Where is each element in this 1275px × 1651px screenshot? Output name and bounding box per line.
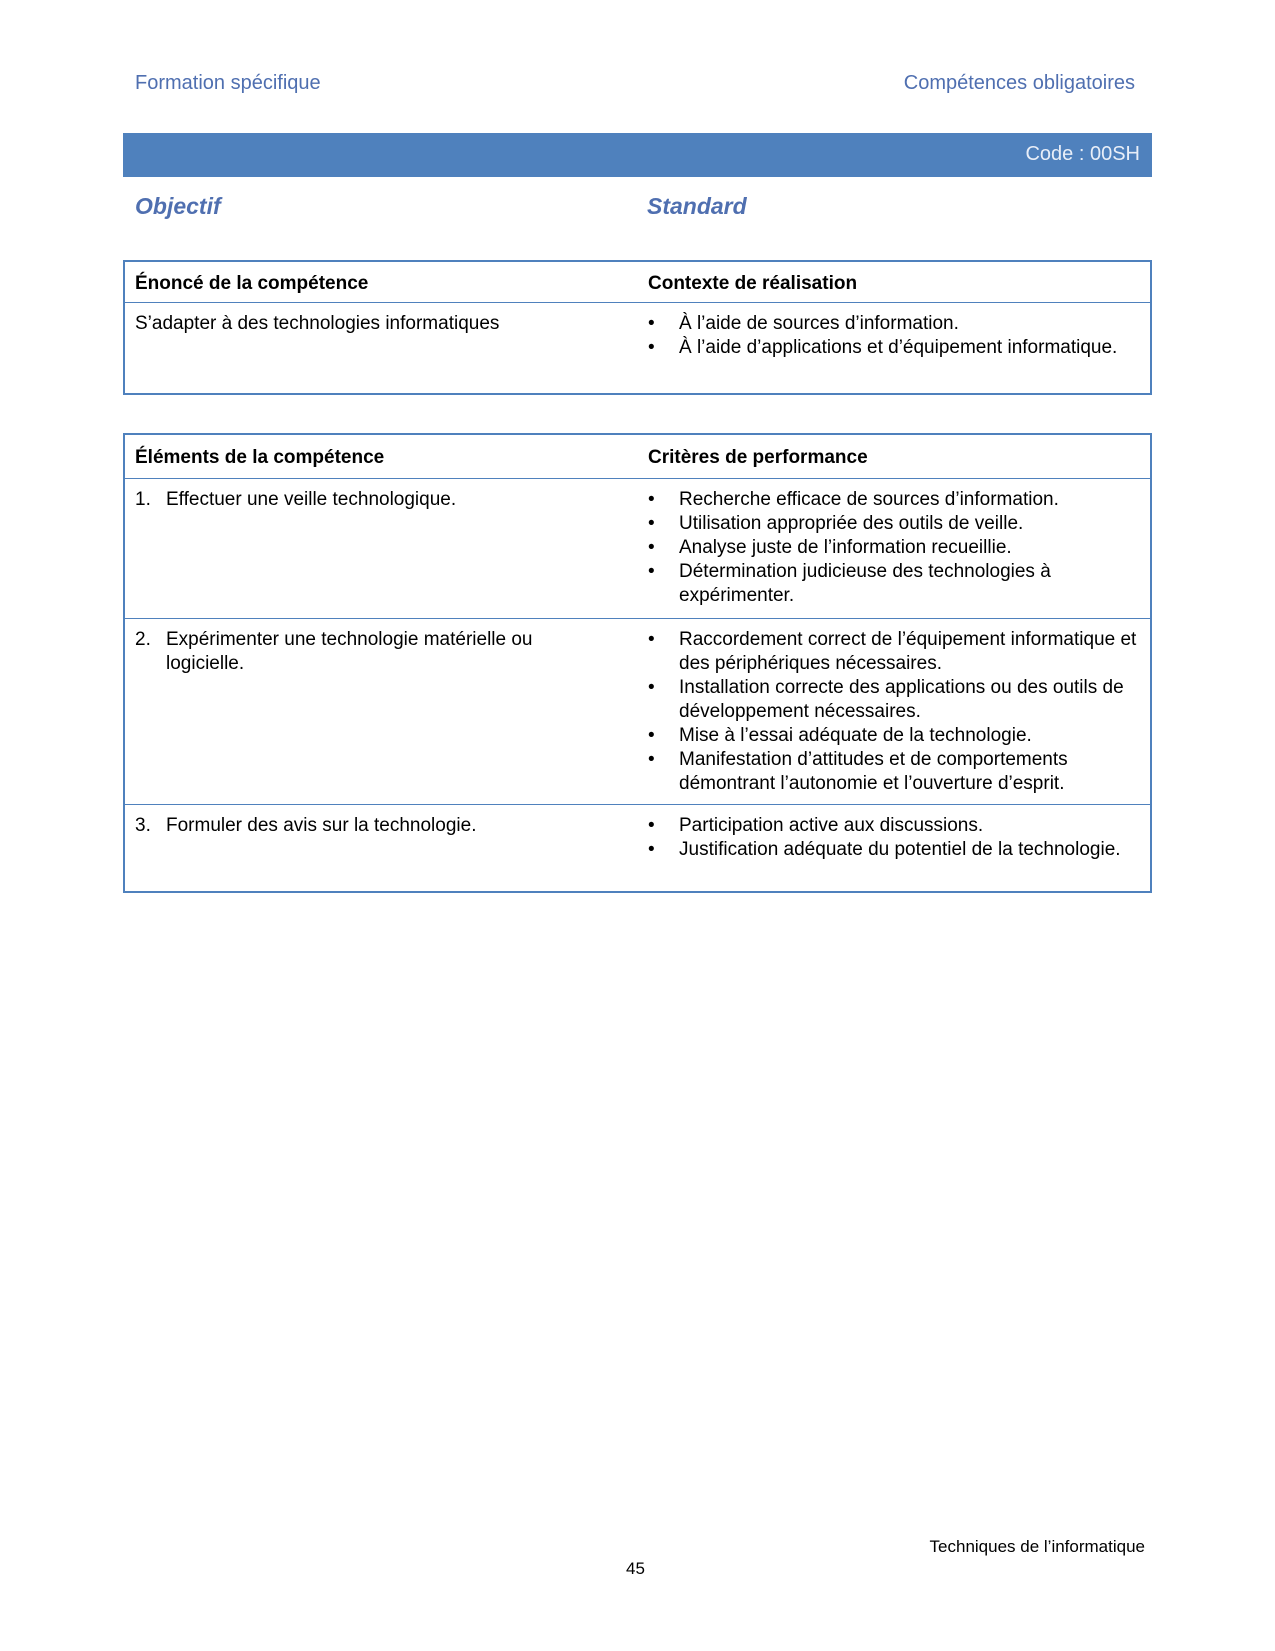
- list-item: • À l’aide de sources d’information.: [648, 312, 1138, 336]
- element-number: 3.: [135, 815, 151, 836]
- footer-program-name: Techniques de l’informatique: [929, 1537, 1145, 1556]
- elements-header: Éléments de la compétence: [135, 447, 385, 468]
- statement-header: Énoncé de la compétence: [135, 273, 369, 294]
- list-item: [135, 628, 615, 676]
- context-list: [648, 312, 1138, 360]
- criteria-list: [648, 628, 1138, 796]
- competency-code: Code : 00SH: [1025, 143, 1140, 165]
- code-bar: [123, 133, 1152, 177]
- list-item: • À l’aide d’applications et d’équipement informatique.: [648, 336, 1138, 360]
- table-row: [125, 804, 1150, 890]
- criteria-header: Critères de performance: [648, 447, 868, 468]
- element-cell: [135, 628, 615, 676]
- list-item: • Installation correcte des applications ou des outils de développement nécessaires.: [648, 676, 1138, 724]
- list-item: • Détermination judicieuse des technologies à expérimenter.: [648, 560, 1138, 608]
- list-item: • Participation active aux discussions.: [648, 814, 1138, 838]
- list-item: • Raccordement correct de l’équipement informatique et des périphériques nécessaires.: [648, 628, 1138, 676]
- page-header: [135, 72, 1135, 94]
- competency-elements-table: [123, 433, 1152, 893]
- standard-label: Standard: [647, 193, 747, 219]
- objective-standard-heading: [135, 193, 1135, 219]
- element-text: Effectuer une veille technologique.: [166, 489, 457, 510]
- header-section-label: Formation spécifique: [135, 72, 321, 94]
- list-item: [135, 814, 615, 838]
- list-item: • Recherche efficace de sources d’information.: [648, 488, 1138, 512]
- table-header-row: [125, 262, 1150, 302]
- list-item: • Justification adéquate du potentiel de la technologie.: [648, 838, 1138, 862]
- element-number: 1.: [135, 489, 151, 510]
- header-category-label: Compétences obligatoires: [903, 72, 1135, 94]
- element-text: Expérimenter une technologie matérielle ou logicielle.: [166, 629, 533, 674]
- page-number: 45: [626, 1559, 645, 1578]
- competency-statement: S’adapter à des technologies informatiques: [135, 313, 500, 334]
- table-header-row: [125, 435, 1150, 478]
- context-header: Contexte de réalisation: [648, 273, 858, 294]
- competency-statement-table: [123, 260, 1152, 395]
- list-item: • Analyse juste de l’information recueillie.: [648, 536, 1138, 560]
- table-row: [125, 618, 1150, 805]
- list-item: [135, 488, 615, 512]
- list-item: • Mise à l’essai adéquate de la technologie.: [648, 724, 1138, 748]
- element-number: 2.: [135, 629, 151, 650]
- table-row: [125, 478, 1150, 619]
- element-cell: [135, 814, 615, 838]
- element-text: Formuler des avis sur la technologie.: [166, 815, 477, 836]
- criteria-list: [648, 488, 1138, 608]
- table-row: [125, 302, 1150, 393]
- list-item: • Utilisation appropriée des outils de veille.: [648, 512, 1138, 536]
- objective-label: Objectif: [135, 193, 221, 219]
- criteria-list: [648, 814, 1138, 862]
- element-cell: [135, 488, 615, 512]
- list-item: • Manifestation d’attitudes et de comportements démontrant l’autonomie et l’ouverture d’esprit.: [648, 748, 1138, 796]
